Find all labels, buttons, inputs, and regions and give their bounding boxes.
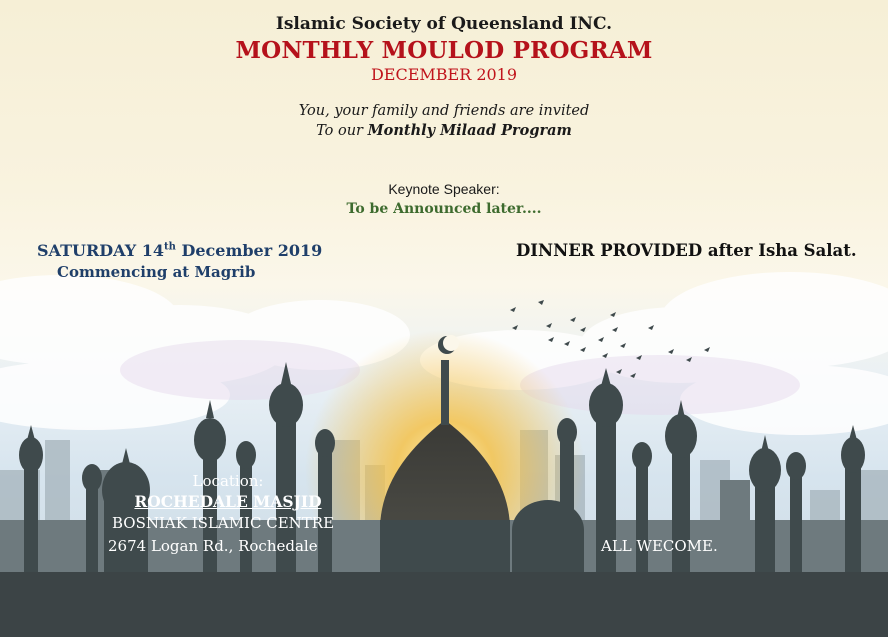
invitation-line-2 [0, 122, 888, 139]
location-name: ROCHEDALE MASJID [134, 492, 322, 511]
event-day: SATURDAY 14 [37, 241, 164, 260]
location-centre: BOSNIAK ISLAMIC CENTRE [111, 514, 335, 532]
invitation-line-1: You, your family and friends are invited [298, 103, 590, 119]
keynote-value: To be Announced later.... [346, 201, 542, 217]
all-welcome: ALL WECOME. [601, 537, 718, 555]
invitation-program-name: Monthly Milaad Program [367, 122, 572, 139]
program-title: MONTHLY MOULOD PROGRAM [235, 37, 653, 64]
event-day-suffix: th [164, 241, 176, 253]
organization-name: Islamic Society of Queensland INC. [275, 14, 613, 34]
keynote-label: Keynote Speaker: [388, 181, 500, 197]
dinner-notice: DINNER PROVIDED after Isha Salat. [516, 241, 857, 260]
invitation-prefix: To our [316, 123, 368, 139]
event-commencing: Commencing at Magrib [57, 263, 256, 281]
event-month-year: December 2019 [175, 241, 323, 260]
event-date [37, 241, 322, 260]
program-month: DECEMBER 2019 [370, 65, 518, 84]
location-label: Location: [192, 472, 264, 490]
location-address: 2674 Logan Rd., Rochedale [108, 537, 318, 555]
